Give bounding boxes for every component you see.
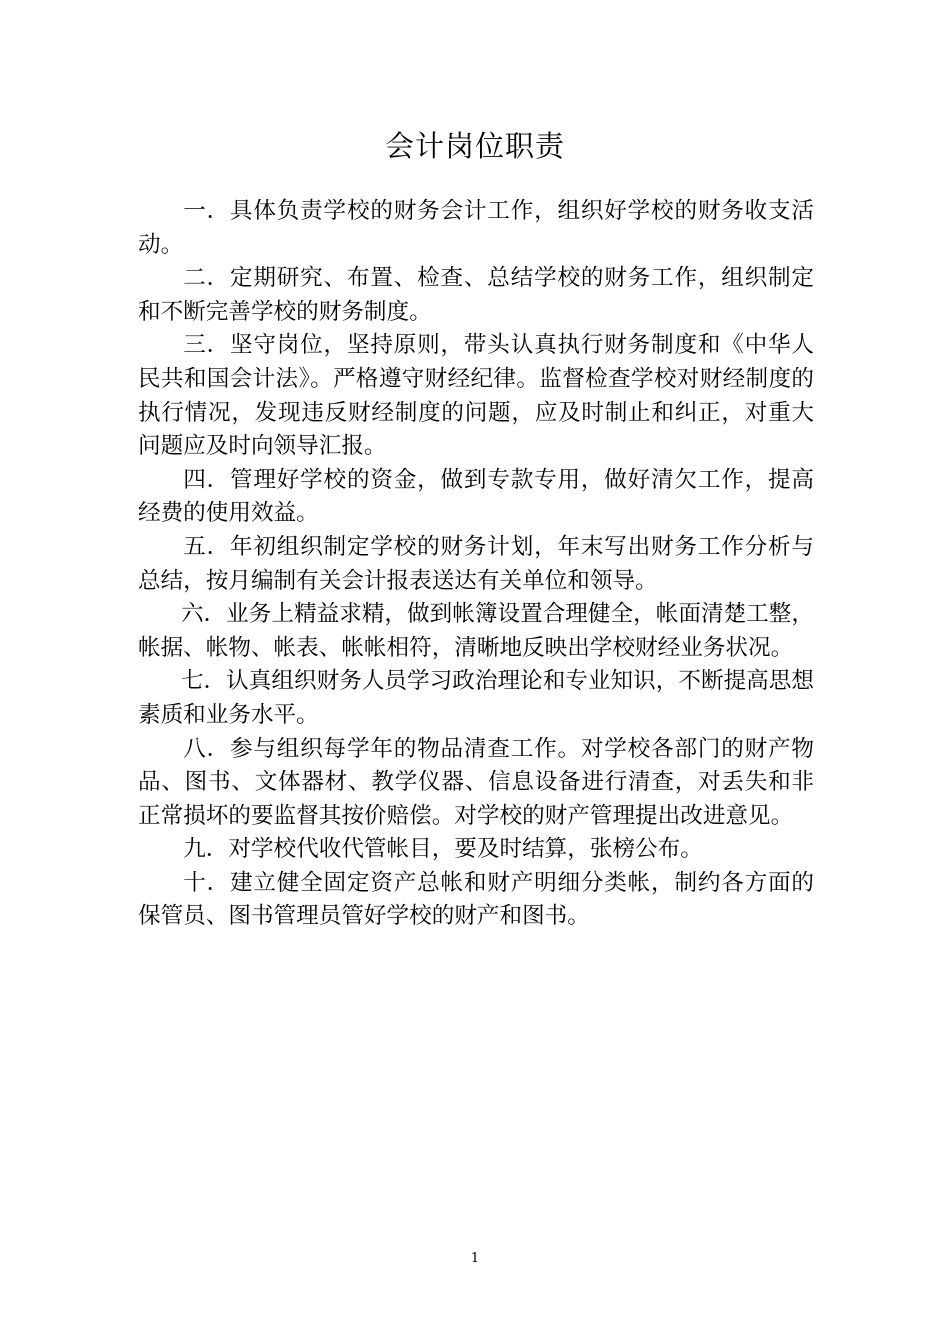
paragraph-4: 四．管理好学校的资金，做到专款专用，做好清欠工作，提高经费的使用效益。 bbox=[138, 466, 814, 527]
paragraph-9: 九．对学校代收代管帐目，要及时结算，张榜公布。 bbox=[183, 836, 703, 863]
paragraph-7: 七．认真组织财务人员学习政治理论和专业知识，不断提高思想素质和业务水平。 bbox=[138, 668, 814, 728]
paragraph-1: 一．具体负责学校的财务会计工作，组织好学校的财务收支活动。 bbox=[138, 198, 814, 258]
paragraph-8: 八．参与组织每学年的物品清查工作。对学校各部门的财产物品、图书、文体器材、教学仪器、信息设备进行清查，对丢失和非正常损坏的要监督其按价赔偿。对学校的财产管理提出改进意见。 bbox=[138, 735, 814, 829]
paragraph-10: 十．建立健全固定资产总帐和财产明细分类帐，制约各方面的保管员、图书管理员管好学校的财产和图书。 bbox=[138, 869, 814, 930]
paragraph-2: 二．定期研究、布置、检查、总结学校的财务工作，组织制定和不断完善学校的财务制度。 bbox=[138, 265, 814, 325]
paragraph-6: 六．业务上精益求精，做到帐簿设置合理健全，帐面清楚工整，帐据、帐物、帐表、帐帐相符，清晰地反映出学校财经业务状况。 bbox=[138, 601, 814, 661]
paragraph-5: 五．年初组织制定学校的财务计划，年末写出财务工作分析与总结，按月编制有关会计报表送达有关单位和领导。 bbox=[138, 533, 814, 594]
page-number: 1 bbox=[470, 1251, 480, 1266]
page-title: 会计岗位职责 bbox=[384, 129, 565, 163]
document-body bbox=[138, 195, 814, 934]
paragraph-3: 三．坚守岗位，坚持原则，带头认真执行财务制度和《中华人民共和国会计法》。严格遵守财经纪律。监督检查学校对财经制度的执行情况，发现违反财经制度的问题，应及时制止和纠正，对重大问题应及时向领导汇报。 bbox=[138, 332, 814, 460]
